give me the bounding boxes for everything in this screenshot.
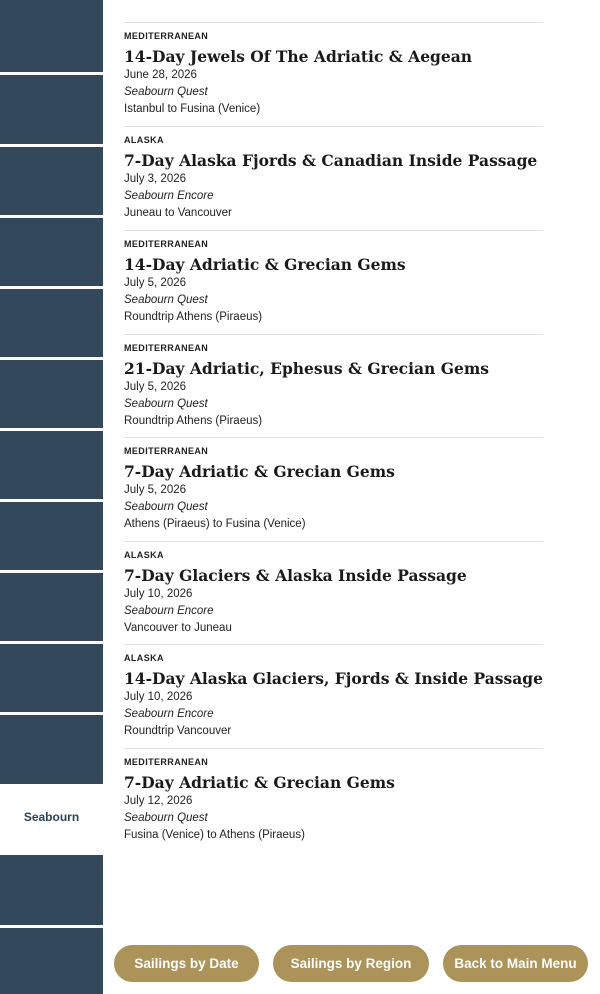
sailing-region: MEDITERRANEAN bbox=[124, 239, 209, 249]
sailing-region: MEDITERRANEAN bbox=[124, 757, 209, 767]
sailing-region: ALASKA bbox=[124, 550, 164, 560]
sailing-item[interactable] bbox=[124, 748, 543, 852]
sailing-ship: Seabourn Encore bbox=[124, 190, 214, 202]
sailing-region: MEDITERRANEAN bbox=[124, 31, 209, 41]
sailing-title: 7-Day Adriatic & Grecian Gems bbox=[124, 462, 395, 481]
sidebar-tab-4[interactable] bbox=[0, 218, 103, 286]
sidebar-tab-9[interactable] bbox=[0, 573, 103, 641]
sailing-ship: Seabourn Quest bbox=[124, 812, 208, 824]
sailing-region: ALASKA bbox=[124, 653, 164, 663]
sidebar-tab-2[interactable] bbox=[0, 75, 103, 144]
sailing-date: July 5, 2026 bbox=[124, 277, 187, 289]
sailing-ship: Seabourn Encore bbox=[124, 708, 214, 720]
sailing-date: July 10, 2026 bbox=[124, 691, 193, 703]
sailing-ship: Seabourn Quest bbox=[124, 398, 208, 410]
sailing-item[interactable] bbox=[124, 334, 543, 438]
sailing-title: 14-Day Jewels Of The Adriatic & Aegean bbox=[124, 47, 473, 66]
sidebar-tab-10[interactable] bbox=[0, 644, 103, 712]
sailing-region: MEDITERRANEAN bbox=[124, 343, 209, 353]
sailing-route: Istanbul to Fusina (Venice) bbox=[124, 103, 261, 115]
sailing-region: ALASKA bbox=[124, 135, 164, 145]
sailing-route: Roundtrip Athens (Piraeus) bbox=[124, 311, 263, 323]
sailing-date: July 5, 2026 bbox=[124, 381, 187, 393]
sidebar-tab-3[interactable] bbox=[0, 147, 103, 215]
sidebar-tab-7[interactable] bbox=[0, 431, 103, 499]
sidebar-tab-1[interactable] bbox=[0, 0, 103, 72]
brand-sidebar bbox=[0, 0, 103, 994]
sailing-title: 7-Day Glaciers & Alaska Inside Passage bbox=[124, 566, 467, 585]
back-to-main-menu-button[interactable]: Back to Main Menu bbox=[443, 945, 588, 982]
sailing-region: MEDITERRANEAN bbox=[124, 446, 209, 456]
sailing-route: Vancouver to Juneau bbox=[124, 622, 232, 634]
sailing-route: Juneau to Vancouver bbox=[124, 207, 232, 219]
sidebar-tab-14[interactable] bbox=[0, 928, 103, 994]
sailing-route: Roundtrip Vancouver bbox=[124, 725, 232, 737]
sidebar-tab-label: Seabourn bbox=[23, 810, 80, 824]
sailing-date: June 28, 2026 bbox=[124, 69, 197, 81]
sailing-item[interactable] bbox=[124, 230, 543, 334]
sailing-route: Fusina (Venice) to Athens (Piraeus) bbox=[124, 829, 305, 841]
sailings-by-region-button[interactable]: Sailings by Region bbox=[273, 945, 429, 982]
sailing-route: Athens (Piraeus) to Fusina (Venice) bbox=[124, 518, 306, 530]
sailing-ship: Seabourn Quest bbox=[124, 86, 208, 98]
sidebar-tab-6[interactable] bbox=[0, 360, 103, 428]
sailing-date: July 3, 2026 bbox=[124, 173, 187, 185]
sidebar-tab-11[interactable] bbox=[0, 715, 103, 784]
sailings-by-date-button[interactable]: Sailings by Date bbox=[114, 945, 259, 982]
sidebar-tab-13[interactable] bbox=[0, 855, 103, 925]
sailing-title: 14-Day Adriatic & Grecian Gems bbox=[124, 255, 406, 274]
sailing-date: July 10, 2026 bbox=[124, 588, 193, 600]
sailing-item[interactable] bbox=[124, 644, 543, 748]
sailing-title: 14-Day Alaska Glaciers, Fjords & Inside Passage bbox=[124, 669, 543, 688]
sailing-item[interactable] bbox=[124, 437, 543, 541]
sailing-route: Roundtrip Athens (Piraeus) bbox=[124, 415, 263, 427]
sailing-title: 21-Day Adriatic, Ephesus & Grecian Gems bbox=[124, 359, 489, 378]
sailing-item[interactable] bbox=[124, 22, 543, 126]
sailing-title: 7-Day Alaska Fjords & Canadian Inside Passage bbox=[124, 151, 538, 170]
sailing-date: July 12, 2026 bbox=[124, 795, 193, 807]
sidebar-tab-seabourn[interactable] bbox=[0, 784, 103, 850]
sailing-date: July 5, 2026 bbox=[124, 484, 187, 496]
sidebar-tab-5[interactable] bbox=[0, 289, 103, 357]
sailing-title: 7-Day Adriatic & Grecian Gems bbox=[124, 773, 395, 792]
sailing-item[interactable] bbox=[124, 541, 543, 645]
sidebar-tab-8[interactable] bbox=[0, 502, 103, 570]
sailing-ship: Seabourn Quest bbox=[124, 294, 208, 306]
sailing-ship: Seabourn Encore bbox=[124, 605, 214, 617]
sailing-item[interactable] bbox=[124, 126, 543, 230]
sailing-ship: Seabourn Quest bbox=[124, 501, 208, 513]
